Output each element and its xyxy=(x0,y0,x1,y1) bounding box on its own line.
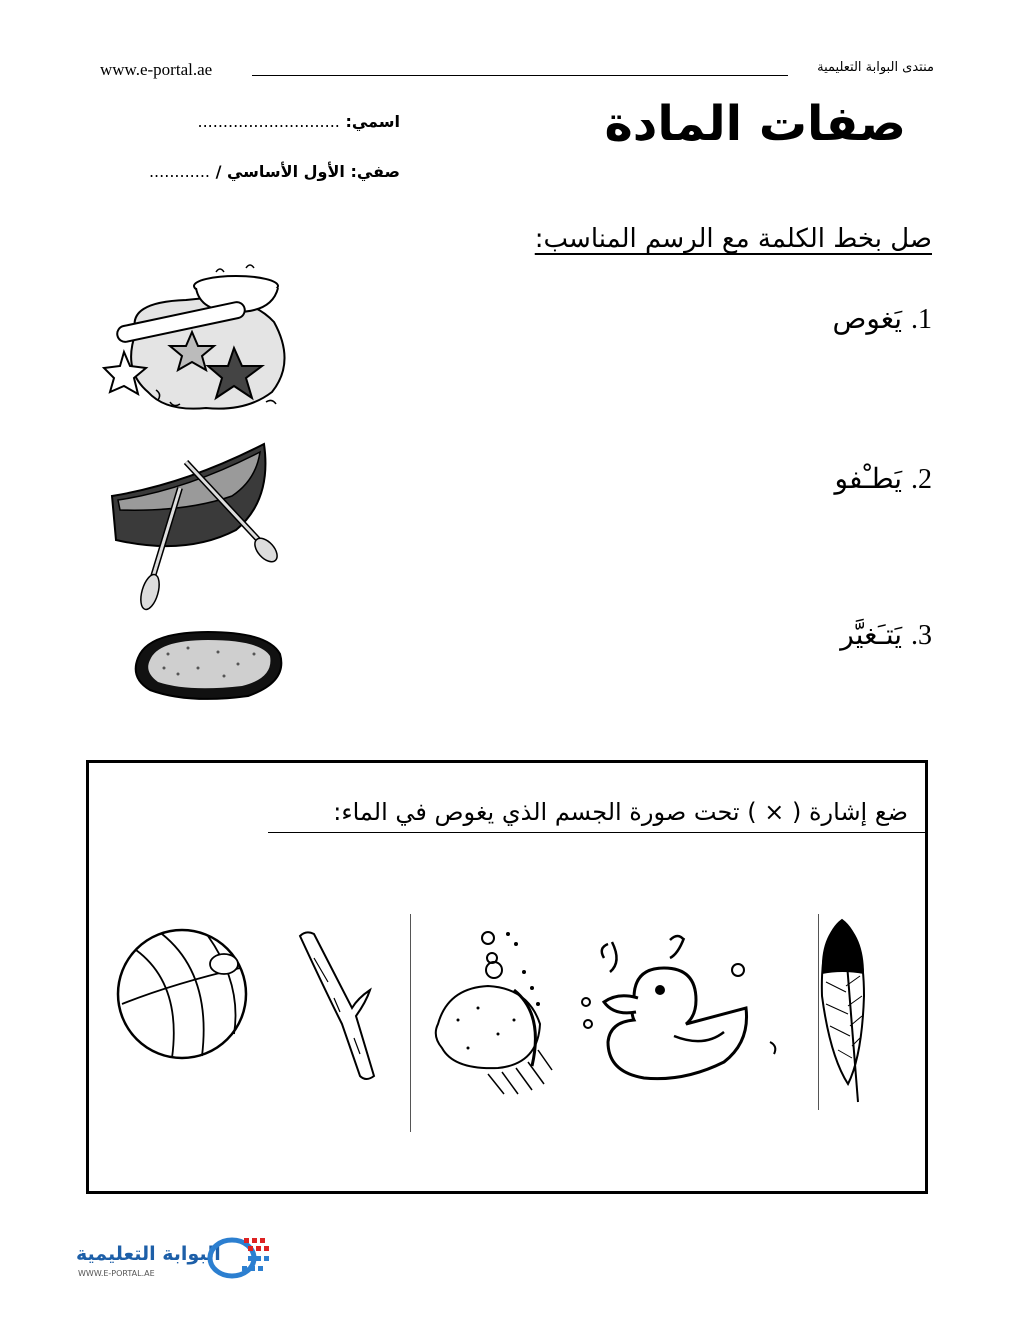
sinking-instruction: ضع إشارة ( × ) تحت صورة الجسم الذي يغوص في الماء: xyxy=(333,798,908,826)
stick-image[interactable] xyxy=(294,928,384,1088)
page-title: صفات المادة xyxy=(604,96,906,152)
logo-text: البوابة التعليمية xyxy=(76,1243,221,1265)
header-url: www.e-portal.ae xyxy=(100,60,213,79)
rubber-duck-image[interactable] xyxy=(574,932,784,1092)
header-forum: منتدى البوابة التعليمية xyxy=(817,60,934,75)
class-value: الأول الأساسي / xyxy=(215,162,345,181)
matching-instruction: صل بخط الكلمة مع الرسم المناسب: xyxy=(534,224,932,254)
dough-with-rolling-pin-image[interactable] xyxy=(96,262,292,422)
class-label: صفي: xyxy=(350,162,400,181)
student-name-row xyxy=(100,112,400,131)
e-portal-logo xyxy=(72,1228,284,1284)
name-field[interactable]: ............................ xyxy=(197,112,340,131)
divider-line xyxy=(410,914,411,1132)
name-label: اسمي: xyxy=(345,112,400,131)
canoe-with-paddles-image[interactable] xyxy=(106,440,278,612)
match-word-2[interactable]: 2. يَطـْفو xyxy=(834,462,932,495)
instruction-underline xyxy=(268,832,928,833)
feather-image[interactable] xyxy=(812,916,872,1106)
header-rule xyxy=(252,75,788,76)
beach-ball-image[interactable] xyxy=(112,924,252,1064)
logo-url: WWW.E-PORTAL.AE xyxy=(78,1269,155,1278)
sinking-stone-image[interactable] xyxy=(428,924,560,1104)
match-word-3[interactable]: 3. يَتـَغيَّر xyxy=(840,618,932,651)
student-class-row xyxy=(100,162,400,181)
stone-image[interactable] xyxy=(128,624,288,708)
class-field[interactable]: ............ xyxy=(148,162,210,181)
match-word-1[interactable]: 1. يَغوص xyxy=(832,302,932,335)
